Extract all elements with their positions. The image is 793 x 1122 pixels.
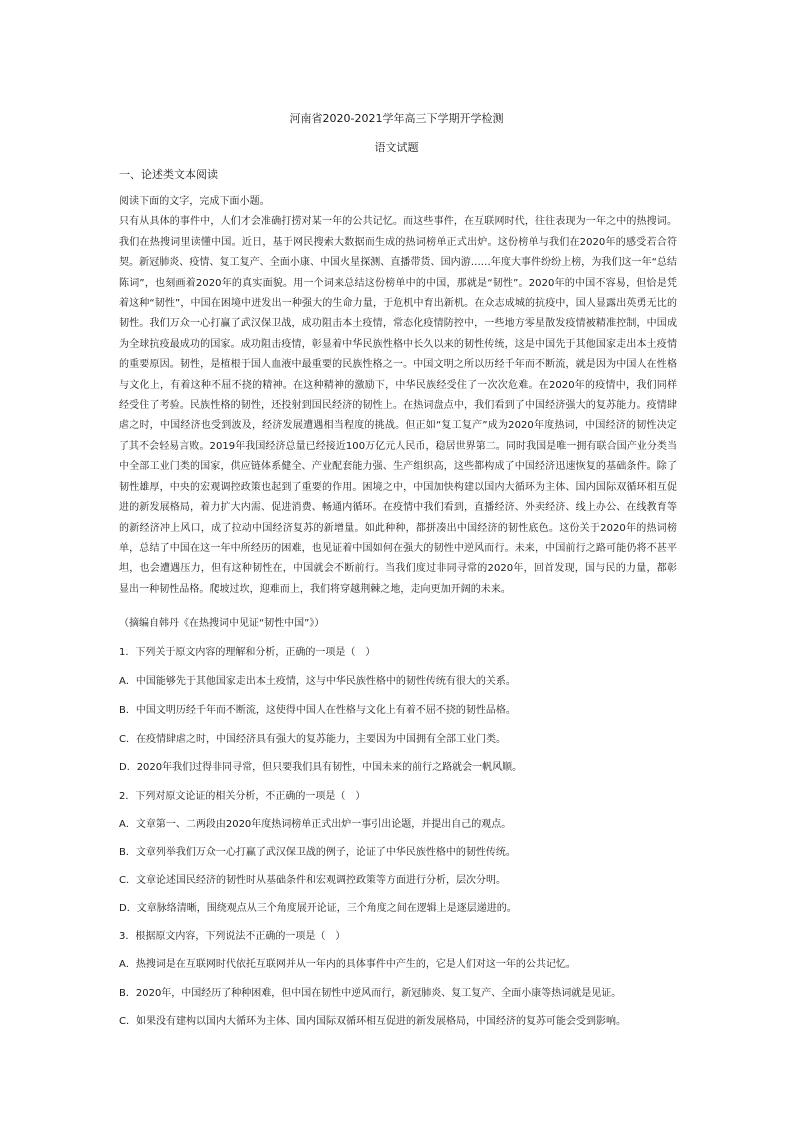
question-1-option-d: D．2020年我们过得非同寻常，但只要我们具有韧性，中国未来的前行之路就会一帆风顺。 bbox=[119, 762, 523, 773]
question-3-option-c: C．如果没有建构以国内大循环为主体、国内国际双循环相互促进的新发展格局，中国经济的复苏可能会受到影响。 bbox=[119, 1016, 626, 1027]
document-subtitle: 语文试题 bbox=[374, 141, 419, 154]
document-title: 河南省2020-2021学年高三下学期开学检测 bbox=[289, 112, 504, 125]
instruction-text: 阅读下面的文字，完成下面小题。 bbox=[119, 196, 270, 207]
reading-passage-block bbox=[119, 192, 677, 600]
question-2-option-c: C．文章论述国民经济的韧性时从基础条件和宏观调控政策等方面进行分析，层次分明。 bbox=[119, 875, 506, 886]
question-3-option-a: A．热搜词是在互联网时代依托互联网并从一年内的具体事件中产生的，它是人们对这一年的公共记忆。 bbox=[119, 959, 576, 970]
question-1-option-b: B．中国文明历经千年而不断流，这使得中国人在性格与文化上有着不屈不挠的韧性品格。 bbox=[119, 705, 516, 716]
question-3-stem: 3．根据原文内容，下列说法不正确的一项是（ ） bbox=[119, 931, 346, 942]
question-2-option-a: A．文章第一、二两段由2020年度热词榜单正式出炉一事引出论题，并提出自己的观点。 bbox=[119, 819, 512, 830]
section-heading: 一、论述类文本阅读 bbox=[119, 168, 218, 181]
question-2-option-b: B．文章列举我们万众一心打赢了武汉保卫战的例子，论证了中华民族性格中的韧性传统。 bbox=[119, 847, 516, 858]
passage-source: （摘编自韩丹《在热搜词中见证“韧性中国”》） bbox=[119, 618, 325, 629]
question-3-option-b: B．2020年，中国经历了种种困难，但中国在韧性中逆风而行，新冠肺炎、复工复产、全面小康等热词就是见证。 bbox=[119, 988, 622, 999]
passage-text: 只有从具体的事件中，人们才会准确打捞对某一年的公共记忆。而这些事件，在互联网时代，往往表现为一年之中的热搜词。我们在热搜词里读懂中国。近日，基于网民搜索大数据而生成的热词榜单正式出炉。这份榜单与我们在2020年的感受若合符契。新冠肺炎、疫情、复工复产、全面小康、中国火星探测、直播带货、国内游……年度大事件纷纷上榜，为我们这一年“总结陈词”，也刻画着2020年的真实面貌。用一个词来总结这份榜单中的中国，那就是“韧性”。2020年的中国不容易，但恰是凭着这种“韧性”，中国在困境中迸发出一种强大的生命力量，于危机中育出新机。在众志成城的抗疫中，国人显露出英勇无比的韧性。我们万众一心打赢了武汉保卫战，成功阻击本土疫情，常态化疫情防控中，一些地方零星散发疫情被精准控制，中国成为全球抗疫最成功的国家。成功阻击疫情，彰显着中华民族性格中长久以来的韧性传统，这是中国先于其他国家走出本土疫情的重要原因。韧性，是植根于国人血液中最重要的民族性格之一。中国文明之所以历经千年而不断流，就是因为中国人在性格与文化上，有着这种不屈不挠的精神。在这种精神的激励下，中华民族经受住了一次次危难。在2020年的疫情中，我们同样经受住了考验。民族性格的韧性，还投射到国民经济的韧性上。在热词盘点中，我们看到了中国经济强大的复苏能力。疫情肆虐之时，中国经济也受到波及，经济发展遭遇相当程度的挑战。但正如“复工复产”成为2020年度热词，中国经济的韧性决定了其不会轻易言败。2019年我国经济总量已经接近100万亿元人民币，稳居世界第二。同时我国是唯一拥有联合国产业分类当中全部工业门类的国家，供应链体系健全、产业配套能力强、生产组织高，这些都构成了中国经济迅速恢复的基础条件。除了韧性雄厚，中央的宏观调控政策也起到了重要的作用。困境之中，中国加快构建以国内大循环为主体、国内国际双循环相互促进的新发展格局，着力扩大内需、促进消费、畅通内循环。在疫情中我们看到，直播经济、外卖经济、线上办公、在线教育等的新经济冲上风口，成了拉动中国经济复苏的新增量。如此种种，都拼凑出中国经济的韧性底色。这份关于2020年的热词榜单，总结了中国在这一年中所经历的困难，也见证着中国如何在强大的韧性中逆风而行。未来，中国前行之路可能仍将不甚平坦，也会遭遇压力，但有这种韧性在，中国就会不断前行。当我们度过非同寻常的2020年，回首发现，国与民的力量，都彰显出一种韧性品格。爬坡过坎，迎难而上，我们将穿越荆棘之地，走向更加开阔的未来。 bbox=[119, 216, 677, 595]
question-1-option-a: A．中国能够先于其他国家走出本土疫情，这与中华民族性格中的韧性传统有很大的关系。 bbox=[119, 676, 516, 687]
question-1-option-c: C．在疫情肆虐之时，中国经济具有强大的复苏能力，主要因为中国拥有全部工业门类。 bbox=[119, 734, 506, 745]
question-2-stem: 2．下列对原文论证的相关分析，不正确的一项是（ ） bbox=[119, 791, 366, 802]
question-2-option-d: D．文章脉络清晰，围绕观点从三个角度展开论证，三个角度之间在逻辑上是逐层递进的。 bbox=[119, 903, 517, 914]
question-1-stem: 1．下列关于原文内容的理解和分析，正确的一项是（ ） bbox=[119, 647, 376, 658]
